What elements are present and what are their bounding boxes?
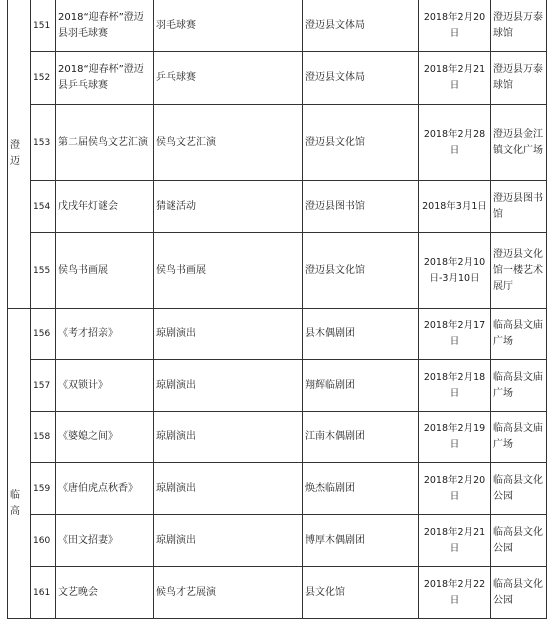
event-date: 2018年2月20日 [419,463,491,515]
venue: 澄迈县金江镇文化广场 [491,105,547,181]
activity-name: 《唐伯虎点秋香》 [56,463,154,515]
row-number: 155 [31,233,56,309]
venue: 澄迈县图书馆 [491,181,547,233]
organizer: 焕杰临剧团 [303,463,419,515]
row-number: 151 [31,0,56,52]
county-cell: 临高 [8,309,31,619]
organizer: 澄迈县文体局 [303,52,419,105]
table-row [8,567,547,619]
organizer: 澄迈县文化馆 [303,105,419,181]
organizer: 翔辉临剧团 [303,360,419,412]
table-row [8,412,547,463]
activity-type: 琼剧演出 [154,515,303,567]
activity-type: 琼剧演出 [154,309,303,360]
row-number: 152 [31,52,56,105]
activity-name: 文艺晚会 [56,567,154,619]
event-date: 2018年2月21日 [419,515,491,567]
table-row [8,463,547,515]
activity-type: 侯鸟书画展 [154,233,303,309]
event-date: 2018年2月19日 [419,412,491,463]
event-date: 2018年3月1日 [419,181,491,233]
activity-name: 2018“迎春杯”澄迈县羽毛球赛 [56,0,154,52]
activity-name: 《婆媳之间》 [56,412,154,463]
event-date: 2018年2月18日 [419,360,491,412]
organizer: 县文化馆 [303,567,419,619]
activity-type: 琼剧演出 [154,412,303,463]
row-number: 159 [31,463,56,515]
events-table [7,0,547,619]
event-date: 2018年2月17日 [419,309,491,360]
event-date: 2018年2月28日 [419,105,491,181]
row-number: 160 [31,515,56,567]
organizer: 博厚木偶剧团 [303,515,419,567]
organizer: 县木偶剧团 [303,309,419,360]
activity-name: 戊戌年灯谜会 [56,181,154,233]
venue: 临高县文庙广场 [491,360,547,412]
organizer: 江南木偶剧团 [303,412,419,463]
event-date: 2018年2月20日 [419,0,491,52]
activity-name: 《考才招亲》 [56,309,154,360]
activity-type: 羽毛球赛 [154,0,303,52]
row-number: 154 [31,181,56,233]
venue: 临高县文庙广场 [491,309,547,360]
row-number: 161 [31,567,56,619]
row-number: 156 [31,309,56,360]
venue: 澄迈县文化馆一楼艺术展厅 [491,233,547,309]
table-row [8,0,547,52]
organizer: 澄迈县文化馆 [303,233,419,309]
activity-name: 第二届侯鸟文艺汇演 [56,105,154,181]
row-number: 158 [31,412,56,463]
event-date: 2018年2月22日 [419,567,491,619]
organizer: 澄迈县图书馆 [303,181,419,233]
table-row [8,360,547,412]
event-date: 2018年2月21日 [419,52,491,105]
activity-type: 猜谜活动 [154,181,303,233]
activity-type: 候鸟才艺展演 [154,567,303,619]
row-number: 153 [31,105,56,181]
county-cell: 澄迈 [8,0,31,309]
activity-name: 《双锁计》 [56,360,154,412]
venue: 临高县文庙广场 [491,412,547,463]
venue: 澄迈县万泰球馆 [491,0,547,52]
activity-type: 琼剧演出 [154,463,303,515]
activity-name: 2018“迎春杯”澄迈县乒乓球赛 [56,52,154,105]
venue: 临高县文化公园 [491,463,547,515]
organizer: 澄迈县文体局 [303,0,419,52]
table-row [8,515,547,567]
activity-type: 琼剧演出 [154,360,303,412]
venue: 临高县文化公园 [491,567,547,619]
table-row [8,233,547,309]
activity-name: 侯鸟书画展 [56,233,154,309]
activity-type: 侯鸟文艺汇演 [154,105,303,181]
activity-name: 《田文招妻》 [56,515,154,567]
venue: 澄迈县万泰球馆 [491,52,547,105]
event-date: 2018年2月10日-3月10日 [419,233,491,309]
table-row [8,105,547,181]
table-row [8,181,547,233]
table-row [8,52,547,105]
row-number: 157 [31,360,56,412]
table-row [8,309,547,360]
activity-type: 乒乓球赛 [154,52,303,105]
venue: 临高县文化公园 [491,515,547,567]
